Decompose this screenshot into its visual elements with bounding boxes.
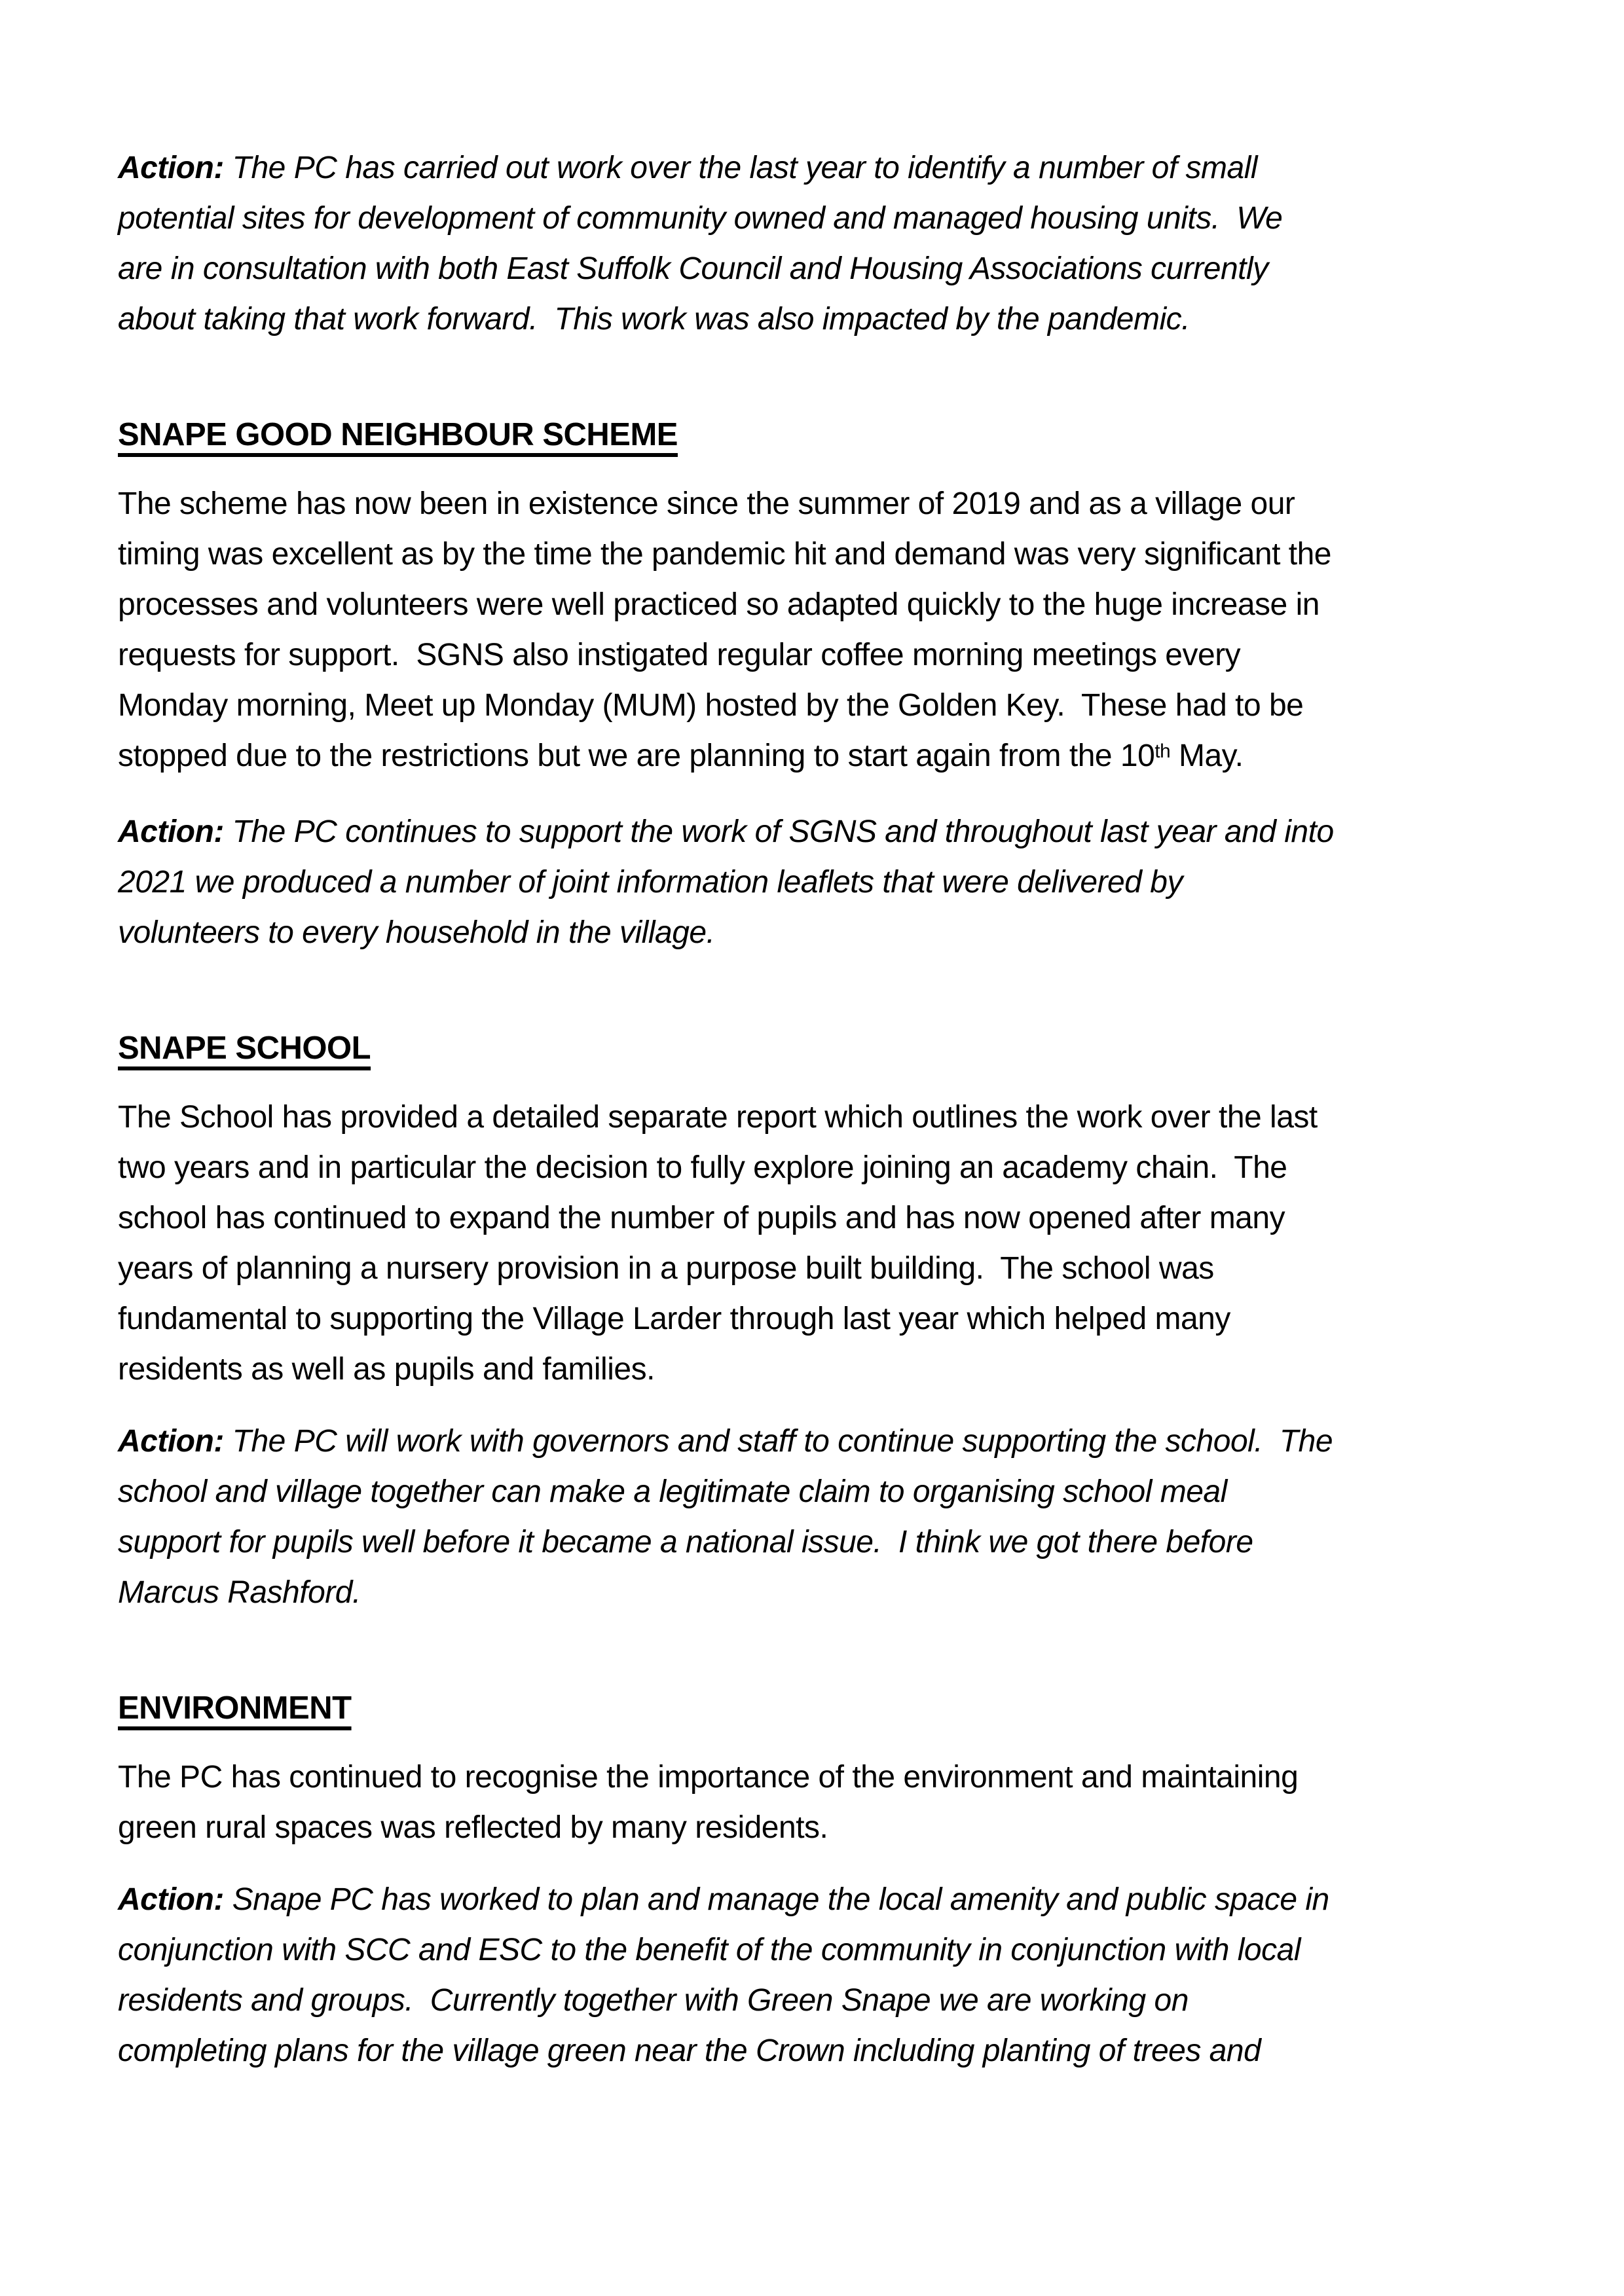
text-line: potential sites for development of community owned and managed housing units. We xyxy=(118,201,1283,236)
text-segment: May. xyxy=(1170,738,1244,773)
heading-text: SNAPE GOOD NEIGHBOUR SCHEME xyxy=(118,417,678,452)
text-segment: stopped due to the restrictions but we are planning to start again from the 10 xyxy=(118,738,1155,773)
text-line: 2021 we produced a number of joint information leaflets that were delivered by xyxy=(118,865,1183,900)
text-line: The scheme has now been in existence since the summer of 2019 and as a village our xyxy=(118,486,1295,521)
text-line: support for pupils well before it became a national issue. I think we got there before xyxy=(118,1525,1253,1559)
section-heading-sgns xyxy=(118,410,1516,460)
text-line: The PC has continued to recognise the importance of the environment and maintaining xyxy=(118,1760,1299,1795)
text-line: volunteers to every household in the village. xyxy=(118,915,715,950)
text-line xyxy=(118,807,1516,857)
text-line: fundamental to supporting the Village Larder through last year which helped many xyxy=(118,1302,1230,1336)
environment-paragraph xyxy=(118,1752,1516,1853)
text-line: school and village together can make a legitimate claim to organising school meal xyxy=(118,1474,1227,1509)
text-line: residents and groups. Currently together with Green Snape we are working on xyxy=(118,1983,1189,2018)
text-line: years of planning a nursery provision in a purpose built building. The school was xyxy=(118,1251,1214,1286)
section-heading-school xyxy=(118,1023,1516,1074)
action-label: Action: xyxy=(118,1882,224,1917)
text-line: Monday morning, Meet up Monday (MUM) hosted by the Golden Key. These had to be xyxy=(118,688,1304,723)
text-segment: Snape PC has worked to plan and manage the local amenity and public space in xyxy=(223,1882,1329,1917)
housing-action-paragraph xyxy=(118,143,1516,344)
text-line: conjunction with SCC and ESC to the benefit of the community in conjunction with local xyxy=(118,1933,1301,1967)
heading-text: ENVIRONMENT xyxy=(118,1690,352,1726)
sgns-paragraph xyxy=(118,479,1516,785)
superscript-ordinal: th xyxy=(1154,740,1171,762)
text-line: two years and in particular the decision to fully explore joining an academy chain. The xyxy=(118,1150,1287,1185)
section-heading-environment xyxy=(118,1683,1516,1734)
text-line xyxy=(118,1416,1516,1467)
text-line: timing was excellent as by the time the pandemic hit and demand was very significant the xyxy=(118,537,1331,572)
text-line: green rural spaces was reflected by many residents. xyxy=(118,1810,828,1845)
text-line: school has continued to expand the number of pupils and has now opened after many xyxy=(118,1201,1285,1235)
sgns-action-paragraph xyxy=(118,807,1516,958)
text-line xyxy=(118,143,1516,193)
text-line: The School has provided a detailed separate report which outlines the work over the last xyxy=(118,1100,1318,1135)
text-line: about taking that work forward. This work was also impacted by the pandemic. xyxy=(118,302,1190,337)
text-line: completing plans for the village green near the Crown including planting of trees and xyxy=(118,2033,1261,2068)
text-segment: The PC has carried out work over the last year to identify a number of small xyxy=(223,151,1258,185)
text-line: Marcus Rashford. xyxy=(118,1575,361,1610)
school-paragraph xyxy=(118,1092,1516,1394)
heading-text: SNAPE SCHOOL xyxy=(118,1030,371,1066)
text-segment: The PC will work with governors and staff to continue supporting the school. The xyxy=(223,1424,1333,1459)
text-segment: The PC continues to support the work of SGNS and throughout last year and into xyxy=(223,814,1334,849)
text-line: processes and volunteers were well practiced so adapted quickly to the huge increase in xyxy=(118,587,1320,622)
environment-action-paragraph xyxy=(118,1874,1516,2076)
school-action-paragraph xyxy=(118,1416,1516,1618)
text-line xyxy=(118,731,1516,785)
text-line: residents as well as pupils and families. xyxy=(118,1352,655,1387)
text-line xyxy=(118,1874,1516,1925)
text-line: are in consultation with both East Suffolk Council and Housing Associations currently xyxy=(118,251,1268,286)
action-label: Action: xyxy=(118,151,224,185)
action-label: Action: xyxy=(118,814,224,849)
action-label: Action: xyxy=(118,1424,224,1459)
text-line: requests for support. SGNS also instigated regular coffee morning meetings every xyxy=(118,638,1241,672)
